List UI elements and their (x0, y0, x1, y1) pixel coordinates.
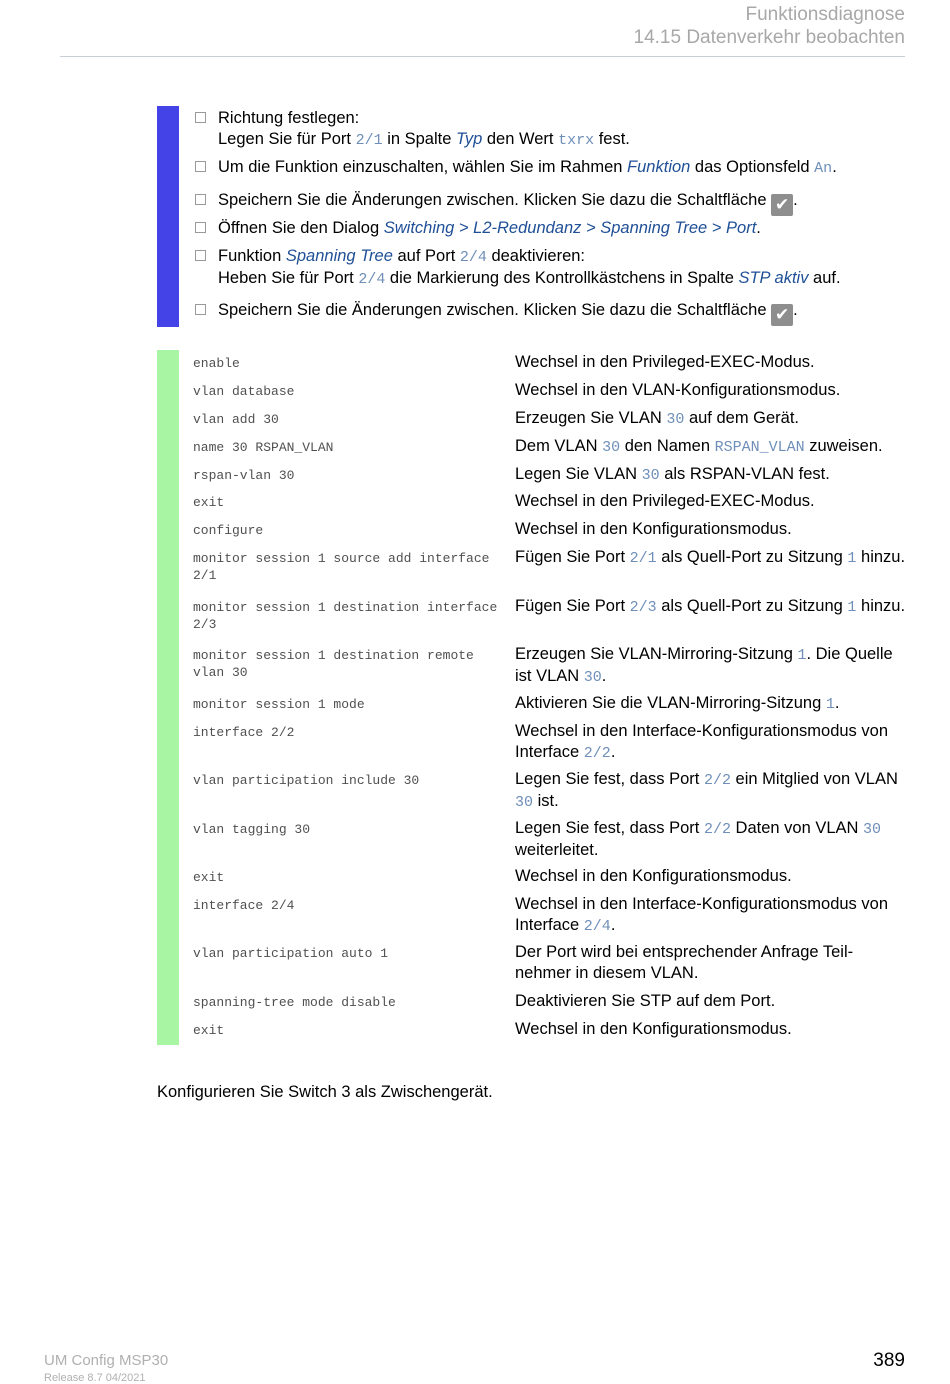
cli-command: monitor session 1 source add interface 2/1 (193, 551, 498, 583)
cli-description: Wechsel in den Privileged-EXEC-Modus. (515, 353, 815, 371)
cli-description: Der Port wird bei entsprechender Anfrage Teil-nehmer in diesem VLAN. (515, 943, 854, 982)
cli-command: exit (193, 1023, 225, 1038)
step-item (195, 300, 798, 326)
step-bullet-icon (195, 222, 206, 233)
cli-command: monitor session 1 mode (193, 697, 365, 712)
step-bullet-icon (195, 112, 206, 123)
cli-description: Wechsel in den VLAN-Konfigurationsmodus. (515, 381, 841, 399)
footer-release: Release 8.7 04/2021 (44, 1372, 146, 1384)
step-text: Speichern Sie die Änderungen zwischen. Klicken Sie dazu die Schaltfläche ✔ . (218, 301, 798, 325)
step-item (195, 218, 761, 239)
section-title: 14.15 Datenverkehr beobachten (633, 27, 905, 48)
step-text: Heben Sie für Port 2/4 die Markierung des Kontrollkästchens in Spalte STP aktiv auf. (218, 269, 841, 288)
cli-command: interface 2/2 (193, 725, 295, 740)
step-item (195, 157, 837, 179)
cli-description: Legen Sie VLAN 30 als RSPAN-VLAN fest. (515, 465, 830, 484)
cli-command: monitor session 1 destination remote vlan 30 (193, 648, 482, 680)
step-text: Legen Sie für Port 2/1 in Spalte Typ den Wert txrx fest. (218, 130, 630, 149)
cli-description: Erzeugen Sie VLAN 30 auf dem Gerät. (515, 409, 799, 428)
cli-command: exit (193, 870, 225, 885)
cli-description: Dem VLAN 30 den Namen RSPAN_VLAN zuweisen. (515, 437, 883, 456)
step-bullet-icon (195, 304, 206, 315)
step-item (195, 246, 841, 290)
step-bullet-icon (195, 194, 206, 205)
cli-description: Aktivieren Sie die VLAN-Mirroring-Sitzung 1. (515, 694, 840, 713)
cli-description: Fügen Sie Port 2/1 als Quell-Port zu Sitzung 1 hinzu. (515, 548, 906, 567)
cli-command: vlan participation include 30 (193, 773, 420, 788)
cli-description: Wechsel in den Privileged-EXEC-Modus. (515, 492, 815, 510)
checkmark-icon: ✔ (771, 304, 793, 326)
cli-command: vlan tagging 30 (193, 822, 311, 837)
step-text: Um die Funktion einzuschalten, wählen Sie im Rahmen Funktion das Optionsfeld An. (218, 158, 837, 177)
cli-command: exit (193, 495, 225, 510)
cli-command: configure (193, 523, 264, 538)
cli-command: interface 2/4 (193, 898, 295, 913)
step-text: Richtung festlegen: (218, 109, 360, 127)
cli-description: Wechsel in den Konfigurationsmodus. (515, 1020, 792, 1038)
cli-command: enable (193, 356, 240, 371)
chapter-title: Funktionsdiagnose (745, 4, 905, 25)
cli-description: Wechsel in den Interface-Konfigurationsmodus von Interface 2/2. (515, 722, 888, 762)
cli-description: Legen Sie fest, dass Port 2/2 Daten von VLAN 30 weiterleitet. (515, 819, 882, 859)
cli-command: vlan database (193, 384, 295, 399)
cli-command: vlan participation auto 1 (193, 946, 389, 961)
cli-command: name 30 RSPAN_VLAN (193, 440, 334, 455)
step-text: Funktion Spanning Tree auf Port 2/4 deaktivieren: (218, 247, 586, 266)
step-item (195, 108, 630, 151)
step-text: Speichern Sie die Änderungen zwischen. Klicken Sie dazu die Schaltfläche ✔ . (218, 191, 798, 215)
cli-description: Wechsel in den Konfigurationsmodus. (515, 520, 792, 538)
instruction-bar (157, 106, 179, 327)
cli-description: Wechsel in den Interface-Konfigurationsmodus von Interface 2/4. (515, 895, 888, 935)
footer-document-title: UM Config MSP30 (44, 1352, 169, 1369)
cli-description: Erzeugen Sie VLAN-Mirroring-Sitzung 1. Die Quelle ist VLAN 30. (515, 645, 893, 686)
step-text: Öffnen Sie den Dialog Switching > L2-Redundanz > Spanning Tree > Port. (218, 219, 761, 237)
page-number: 389 (873, 1350, 905, 1371)
cli-description: Wechsel in den Konfigurationsmodus. (515, 867, 792, 885)
header-rule (60, 56, 905, 57)
checkmark-icon: ✔ (771, 194, 793, 216)
cli-command: rspan-vlan 30 (193, 468, 295, 483)
body-paragraph: Konfigurieren Sie Switch 3 als Zwischengerät. (157, 1083, 493, 1101)
cli-description: Deaktivieren Sie STP auf dem Port. (515, 992, 776, 1010)
step-item (195, 190, 798, 216)
cli-description: Legen Sie fest, dass Port 2/2 ein Mitglied von VLAN 30 ist. (515, 770, 898, 811)
cli-command: vlan add 30 (193, 412, 279, 427)
cli-command: spanning-tree mode disable (193, 995, 396, 1010)
step-bullet-icon (195, 161, 206, 172)
cli-command: monitor session 1 destination interface 2/3 (193, 600, 506, 632)
cli-description: Fügen Sie Port 2/3 als Quell-Port zu Sitzung 1 hinzu. (515, 597, 906, 616)
step-bullet-icon (195, 250, 206, 261)
cli-bar (157, 350, 179, 1045)
